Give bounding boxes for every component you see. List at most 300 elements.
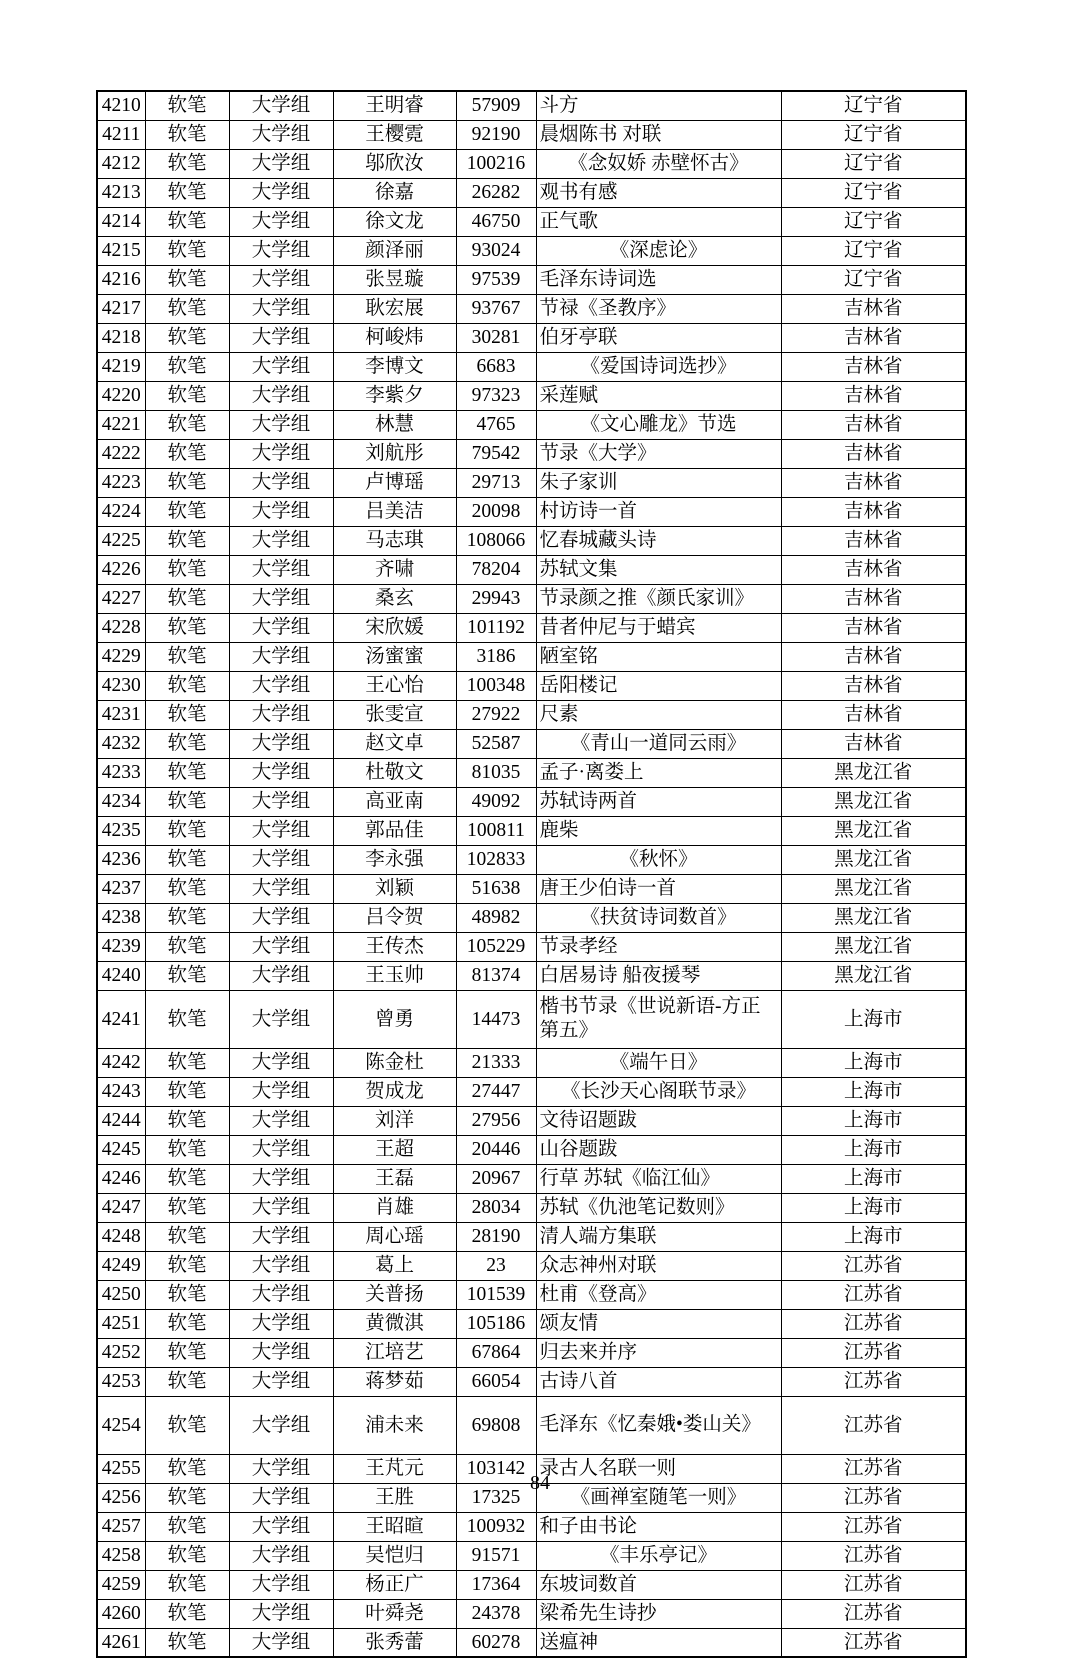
cell-serial-number: 4212 — [97, 149, 145, 178]
table-row — [97, 1193, 966, 1222]
cell-serial-number: 4234 — [97, 787, 145, 816]
cell-group: 大学组 — [229, 1048, 333, 1077]
cell-group: 大学组 — [229, 1193, 333, 1222]
cell-work-title: 苏轼文集 — [536, 555, 781, 584]
cell-province: 江苏省 — [781, 1483, 966, 1512]
cell-group: 大学组 — [229, 584, 333, 613]
table-row — [97, 236, 966, 265]
cell-serial-number: 4215 — [97, 236, 145, 265]
table-row — [97, 816, 966, 845]
cell-work-title: 《画禅室随笔一则》 — [536, 1483, 781, 1512]
cell-group: 大学组 — [229, 845, 333, 874]
table-row — [97, 1309, 966, 1338]
cell-code: 108066 — [456, 526, 536, 555]
cell-participant-name: 卢博瑶 — [333, 468, 456, 497]
cell-serial-number: 4216 — [97, 265, 145, 294]
cell-code: 4765 — [456, 410, 536, 439]
cell-code: 92190 — [456, 120, 536, 149]
cell-serial-number: 4250 — [97, 1280, 145, 1309]
cell-category: 软笔 — [145, 497, 229, 526]
cell-province: 辽宁省 — [781, 91, 966, 120]
cell-province: 黑龙江省 — [781, 758, 966, 787]
cell-serial-number: 4249 — [97, 1251, 145, 1280]
cell-category: 软笔 — [145, 874, 229, 903]
cell-group: 大学组 — [229, 410, 333, 439]
cell-province: 吉林省 — [781, 294, 966, 323]
table-row — [97, 410, 966, 439]
cell-category: 软笔 — [145, 1077, 229, 1106]
cell-province: 江苏省 — [781, 1280, 966, 1309]
cell-province: 黑龙江省 — [781, 932, 966, 961]
page-number: 84 — [530, 1472, 550, 1494]
table-row — [97, 323, 966, 352]
cell-work-title: 正气歌 — [536, 207, 781, 236]
cell-work-title: 节录《大学》 — [536, 439, 781, 468]
cell-category: 软笔 — [145, 1483, 229, 1512]
cell-province: 江苏省 — [781, 1512, 966, 1541]
cell-work-title: 清人端方集联 — [536, 1222, 781, 1251]
cell-work-title: 文待诏题跋 — [536, 1106, 781, 1135]
cell-group: 大学组 — [229, 1483, 333, 1512]
cell-province: 吉林省 — [781, 613, 966, 642]
cell-province: 黑龙江省 — [781, 816, 966, 845]
cell-participant-name: 王昭暄 — [333, 1512, 456, 1541]
cell-province: 辽宁省 — [781, 265, 966, 294]
cell-code: 97539 — [456, 265, 536, 294]
table-row — [97, 874, 966, 903]
cell-serial-number: 4235 — [97, 816, 145, 845]
table-row — [97, 497, 966, 526]
cell-participant-name: 刘颖 — [333, 874, 456, 903]
table-row — [97, 845, 966, 874]
cell-participant-name: 李博文 — [333, 352, 456, 381]
cell-serial-number: 4210 — [97, 91, 145, 120]
cell-category: 软笔 — [145, 1135, 229, 1164]
cell-participant-name: 叶舜尧 — [333, 1599, 456, 1628]
cell-work-title: 节禄《圣教序》 — [536, 294, 781, 323]
cell-participant-name: 刘洋 — [333, 1106, 456, 1135]
cell-participant-name: 黄微淇 — [333, 1309, 456, 1338]
table-row — [97, 1541, 966, 1570]
cell-work-title: 鹿柴 — [536, 816, 781, 845]
cell-category: 软笔 — [145, 555, 229, 584]
cell-participant-name: 王明睿 — [333, 91, 456, 120]
cell-serial-number: 4252 — [97, 1338, 145, 1367]
cell-participant-name: 徐文龙 — [333, 207, 456, 236]
cell-category: 软笔 — [145, 1338, 229, 1367]
cell-participant-name: 王传杰 — [333, 932, 456, 961]
table-row — [97, 149, 966, 178]
cell-participant-name: 张秀蕾 — [333, 1628, 456, 1657]
cell-province: 上海市 — [781, 1164, 966, 1193]
table-row — [97, 294, 966, 323]
cell-code: 24378 — [456, 1599, 536, 1628]
cell-group: 大学组 — [229, 903, 333, 932]
cell-category: 软笔 — [145, 1512, 229, 1541]
cell-participant-name: 蒋梦茹 — [333, 1367, 456, 1396]
cell-work-title: 梁希先生诗抄 — [536, 1599, 781, 1628]
cell-category: 软笔 — [145, 729, 229, 758]
cell-category: 软笔 — [145, 1309, 229, 1338]
cell-group: 大学组 — [229, 1512, 333, 1541]
table-row — [97, 207, 966, 236]
cell-participant-name: 汤蜜蜜 — [333, 642, 456, 671]
cell-category: 软笔 — [145, 526, 229, 555]
table-row — [97, 1396, 966, 1454]
cell-group: 大学组 — [229, 787, 333, 816]
cell-group: 大学组 — [229, 1570, 333, 1599]
cell-code: 91571 — [456, 1541, 536, 1570]
cell-code: 17364 — [456, 1570, 536, 1599]
cell-province: 吉林省 — [781, 352, 966, 381]
cell-code: 78204 — [456, 555, 536, 584]
cell-work-title: 《文心雕龙》节选 — [536, 410, 781, 439]
cell-province: 上海市 — [781, 990, 966, 1048]
cell-code: 79542 — [456, 439, 536, 468]
cell-province: 江苏省 — [781, 1454, 966, 1483]
cell-code: 100811 — [456, 816, 536, 845]
cell-serial-number: 4219 — [97, 352, 145, 381]
cell-group: 大学组 — [229, 932, 333, 961]
table-row — [97, 990, 966, 1048]
cell-province: 吉林省 — [781, 526, 966, 555]
cell-province: 吉林省 — [781, 584, 966, 613]
cell-participant-name: 王心怡 — [333, 671, 456, 700]
cell-group: 大学组 — [229, 497, 333, 526]
cell-code: 57909 — [456, 91, 536, 120]
cell-work-title: 《扶贫诗词数首》 — [536, 903, 781, 932]
cell-province: 吉林省 — [781, 555, 966, 584]
cell-serial-number: 4221 — [97, 410, 145, 439]
cell-participant-name: 吕美洁 — [333, 497, 456, 526]
cell-code: 103142 — [456, 1454, 536, 1483]
cell-category: 软笔 — [145, 1628, 229, 1657]
cell-group: 大学组 — [229, 1628, 333, 1657]
cell-group: 大学组 — [229, 1164, 333, 1193]
cell-participant-name: 王玉帅 — [333, 961, 456, 990]
cell-work-title: 录古人名联一则 — [536, 1454, 781, 1483]
cell-province: 黑龙江省 — [781, 787, 966, 816]
cell-serial-number: 4229 — [97, 642, 145, 671]
cell-work-title: 《长沙天心阁联节录》 — [536, 1077, 781, 1106]
cell-group: 大学组 — [229, 1599, 333, 1628]
cell-category: 软笔 — [145, 1048, 229, 1077]
cell-province: 江苏省 — [781, 1309, 966, 1338]
cell-participant-name: 李永强 — [333, 845, 456, 874]
cell-group: 大学组 — [229, 700, 333, 729]
roster-table-body — [97, 91, 966, 1657]
cell-province: 上海市 — [781, 1222, 966, 1251]
cell-province: 上海市 — [781, 1106, 966, 1135]
cell-province: 江苏省 — [781, 1599, 966, 1628]
cell-participant-name: 林慧 — [333, 410, 456, 439]
table-row — [97, 1135, 966, 1164]
cell-work-title: 东坡词数首 — [536, 1570, 781, 1599]
cell-participant-name: 徐嘉 — [333, 178, 456, 207]
table-row — [97, 1048, 966, 1077]
cell-code: 30281 — [456, 323, 536, 352]
cell-code: 20446 — [456, 1135, 536, 1164]
cell-group: 大学组 — [229, 1309, 333, 1338]
cell-category: 软笔 — [145, 178, 229, 207]
cell-work-title: 岳阳楼记 — [536, 671, 781, 700]
cell-category: 软笔 — [145, 758, 229, 787]
cell-province: 吉林省 — [781, 671, 966, 700]
cell-work-title: 《念奴娇 赤壁怀古》 — [536, 149, 781, 178]
cell-code: 69808 — [456, 1396, 536, 1454]
cell-province: 上海市 — [781, 1077, 966, 1106]
cell-province: 辽宁省 — [781, 207, 966, 236]
cell-code: 66054 — [456, 1367, 536, 1396]
cell-work-title: 唐王少伯诗一首 — [536, 874, 781, 903]
cell-serial-number: 4261 — [97, 1628, 145, 1657]
cell-serial-number: 4213 — [97, 178, 145, 207]
cell-participant-name: 刘航彤 — [333, 439, 456, 468]
cell-group: 大学组 — [229, 468, 333, 497]
cell-participant-name: 张昱璇 — [333, 265, 456, 294]
cell-group: 大学组 — [229, 1077, 333, 1106]
cell-category: 软笔 — [145, 1570, 229, 1599]
cell-work-title: 孟子·离娄上 — [536, 758, 781, 787]
cell-group: 大学组 — [229, 613, 333, 642]
cell-participant-name: 颜泽丽 — [333, 236, 456, 265]
cell-province: 江苏省 — [781, 1570, 966, 1599]
cell-participant-name: 江培艺 — [333, 1338, 456, 1367]
cell-work-title: 古诗八首 — [536, 1367, 781, 1396]
table-row — [97, 1367, 966, 1396]
cell-participant-name: 关普扬 — [333, 1280, 456, 1309]
cell-work-title: 《深虑论》 — [536, 236, 781, 265]
cell-category: 软笔 — [145, 816, 229, 845]
table-row — [97, 1251, 966, 1280]
cell-group: 大学组 — [229, 671, 333, 700]
cell-serial-number: 4258 — [97, 1541, 145, 1570]
cell-serial-number: 4227 — [97, 584, 145, 613]
cell-code: 100348 — [456, 671, 536, 700]
cell-group: 大学组 — [229, 1251, 333, 1280]
cell-province: 辽宁省 — [781, 236, 966, 265]
cell-province: 辽宁省 — [781, 120, 966, 149]
cell-participant-name: 李紫夕 — [333, 381, 456, 410]
cell-category: 软笔 — [145, 1367, 229, 1396]
cell-category: 软笔 — [145, 1251, 229, 1280]
cell-serial-number: 4222 — [97, 439, 145, 468]
cell-code: 51638 — [456, 874, 536, 903]
cell-serial-number: 4226 — [97, 555, 145, 584]
cell-province: 上海市 — [781, 1193, 966, 1222]
cell-work-title: 伯牙亭联 — [536, 323, 781, 352]
cell-serial-number: 4255 — [97, 1454, 145, 1483]
cell-serial-number: 4230 — [97, 671, 145, 700]
cell-province: 吉林省 — [781, 468, 966, 497]
cell-participant-name: 王超 — [333, 1135, 456, 1164]
cell-code: 6683 — [456, 352, 536, 381]
cell-code: 26282 — [456, 178, 536, 207]
cell-participant-name: 柯峻炜 — [333, 323, 456, 352]
cell-group: 大学组 — [229, 642, 333, 671]
cell-group: 大学组 — [229, 1541, 333, 1570]
cell-group: 大学组 — [229, 207, 333, 236]
cell-work-title: 行草 苏轼《临江仙》 — [536, 1164, 781, 1193]
cell-category: 软笔 — [145, 294, 229, 323]
cell-participant-name: 张雯宣 — [333, 700, 456, 729]
table-row — [97, 1628, 966, 1657]
cell-serial-number: 4214 — [97, 207, 145, 236]
table-row — [97, 1164, 966, 1193]
table-row — [97, 932, 966, 961]
cell-work-title: 昔者仲尼与于蜡宾 — [536, 613, 781, 642]
cell-code: 60278 — [456, 1628, 536, 1657]
cell-category: 软笔 — [145, 584, 229, 613]
cell-serial-number: 4223 — [97, 468, 145, 497]
cell-category: 软笔 — [145, 642, 229, 671]
cell-province: 江苏省 — [781, 1251, 966, 1280]
cell-code: 52587 — [456, 729, 536, 758]
cell-group: 大学组 — [229, 555, 333, 584]
cell-province: 黑龙江省 — [781, 845, 966, 874]
cell-serial-number: 4253 — [97, 1367, 145, 1396]
cell-category: 软笔 — [145, 845, 229, 874]
cell-code: 3186 — [456, 642, 536, 671]
cell-work-title: 苏轼《仇池笔记数则》 — [536, 1193, 781, 1222]
cell-participant-name: 马志琪 — [333, 526, 456, 555]
cell-category: 软笔 — [145, 323, 229, 352]
cell-group: 大学组 — [229, 816, 333, 845]
cell-group: 大学组 — [229, 729, 333, 758]
table-row — [97, 700, 966, 729]
cell-code: 93024 — [456, 236, 536, 265]
cell-group: 大学组 — [229, 1280, 333, 1309]
cell-serial-number: 4260 — [97, 1599, 145, 1628]
cell-serial-number: 4218 — [97, 323, 145, 352]
cell-category: 软笔 — [145, 671, 229, 700]
cell-group: 大学组 — [229, 439, 333, 468]
cell-work-title: 杜甫《登高》 — [536, 1280, 781, 1309]
cell-code: 48982 — [456, 903, 536, 932]
cell-group: 大学组 — [229, 352, 333, 381]
cell-work-title: 《秋怀》 — [536, 845, 781, 874]
cell-serial-number: 4238 — [97, 903, 145, 932]
cell-work-title: 采莲赋 — [536, 381, 781, 410]
cell-serial-number: 4256 — [97, 1483, 145, 1512]
cell-code: 29713 — [456, 468, 536, 497]
cell-code: 81374 — [456, 961, 536, 990]
table-row — [97, 1570, 966, 1599]
cell-code: 28034 — [456, 1193, 536, 1222]
cell-group: 大学组 — [229, 91, 333, 120]
cell-work-title: 晨烟陈书 对联 — [536, 120, 781, 149]
cell-code: 105229 — [456, 932, 536, 961]
cell-serial-number: 4220 — [97, 381, 145, 410]
cell-category: 软笔 — [145, 990, 229, 1048]
cell-work-title: 《丰乐亭记》 — [536, 1541, 781, 1570]
cell-code: 27922 — [456, 700, 536, 729]
table-row — [97, 642, 966, 671]
cell-code: 28190 — [456, 1222, 536, 1251]
cell-participant-name: 郭品佳 — [333, 816, 456, 845]
cell-code: 100932 — [456, 1512, 536, 1541]
cell-province: 辽宁省 — [781, 178, 966, 207]
cell-participant-name: 贺成龙 — [333, 1077, 456, 1106]
cell-category: 软笔 — [145, 468, 229, 497]
cell-serial-number: 4244 — [97, 1106, 145, 1135]
cell-code: 14473 — [456, 990, 536, 1048]
cell-work-title: 陋室铭 — [536, 642, 781, 671]
cell-serial-number: 4241 — [97, 990, 145, 1048]
cell-category: 软笔 — [145, 1164, 229, 1193]
cell-category: 软笔 — [145, 961, 229, 990]
table-row — [97, 120, 966, 149]
cell-serial-number: 4228 — [97, 613, 145, 642]
cell-participant-name: 耿宏展 — [333, 294, 456, 323]
cell-group: 大学组 — [229, 381, 333, 410]
cell-category: 软笔 — [145, 613, 229, 642]
roster-table-container — [96, 90, 965, 1658]
cell-work-title: 观书有感 — [536, 178, 781, 207]
cell-participant-name: 陈金杜 — [333, 1048, 456, 1077]
cell-category: 软笔 — [145, 91, 229, 120]
cell-category: 软笔 — [145, 149, 229, 178]
cell-code: 23 — [456, 1251, 536, 1280]
cell-serial-number: 4243 — [97, 1077, 145, 1106]
cell-group: 大学组 — [229, 758, 333, 787]
cell-participant-name: 浦未来 — [333, 1396, 456, 1454]
cell-group: 大学组 — [229, 1338, 333, 1367]
table-row — [97, 1338, 966, 1367]
cell-code: 17325 — [456, 1483, 536, 1512]
cell-province: 吉林省 — [781, 323, 966, 352]
cell-category: 软笔 — [145, 1106, 229, 1135]
cell-category: 软笔 — [145, 1222, 229, 1251]
cell-participant-name: 邬欣汝 — [333, 149, 456, 178]
cell-category: 软笔 — [145, 120, 229, 149]
cell-serial-number: 4239 — [97, 932, 145, 961]
cell-group: 大学组 — [229, 120, 333, 149]
cell-participant-name: 赵文卓 — [333, 729, 456, 758]
cell-province: 吉林省 — [781, 497, 966, 526]
cell-serial-number: 4240 — [97, 961, 145, 990]
cell-province: 江苏省 — [781, 1396, 966, 1454]
cell-work-title: 毛泽东《忆秦娥•娄山关》 — [536, 1396, 781, 1454]
cell-group: 大学组 — [229, 1222, 333, 1251]
cell-participant-name: 王芃元 — [333, 1454, 456, 1483]
cell-category: 软笔 — [145, 1454, 229, 1483]
cell-category: 软笔 — [145, 1599, 229, 1628]
cell-participant-name: 齐啸 — [333, 555, 456, 584]
table-row — [97, 787, 966, 816]
cell-participant-name: 高亚南 — [333, 787, 456, 816]
cell-work-title: 《青山一道同云雨》 — [536, 729, 781, 758]
cell-serial-number: 4247 — [97, 1193, 145, 1222]
cell-code: 97323 — [456, 381, 536, 410]
cell-group: 大学组 — [229, 990, 333, 1048]
cell-work-title: 朱子家训 — [536, 468, 781, 497]
cell-category: 软笔 — [145, 903, 229, 932]
cell-serial-number: 4236 — [97, 845, 145, 874]
cell-code: 27447 — [456, 1077, 536, 1106]
cell-work-title: 节录颜之推《颜氏家训》 — [536, 584, 781, 613]
table-row — [97, 1512, 966, 1541]
cell-code: 93767 — [456, 294, 536, 323]
cell-serial-number: 4248 — [97, 1222, 145, 1251]
cell-participant-name: 宋欣媛 — [333, 613, 456, 642]
cell-participant-name: 吴恺归 — [333, 1541, 456, 1570]
cell-category: 软笔 — [145, 265, 229, 294]
cell-serial-number: 4254 — [97, 1396, 145, 1454]
cell-participant-name: 肖雄 — [333, 1193, 456, 1222]
cell-province: 江苏省 — [781, 1541, 966, 1570]
cell-code: 100216 — [456, 149, 536, 178]
